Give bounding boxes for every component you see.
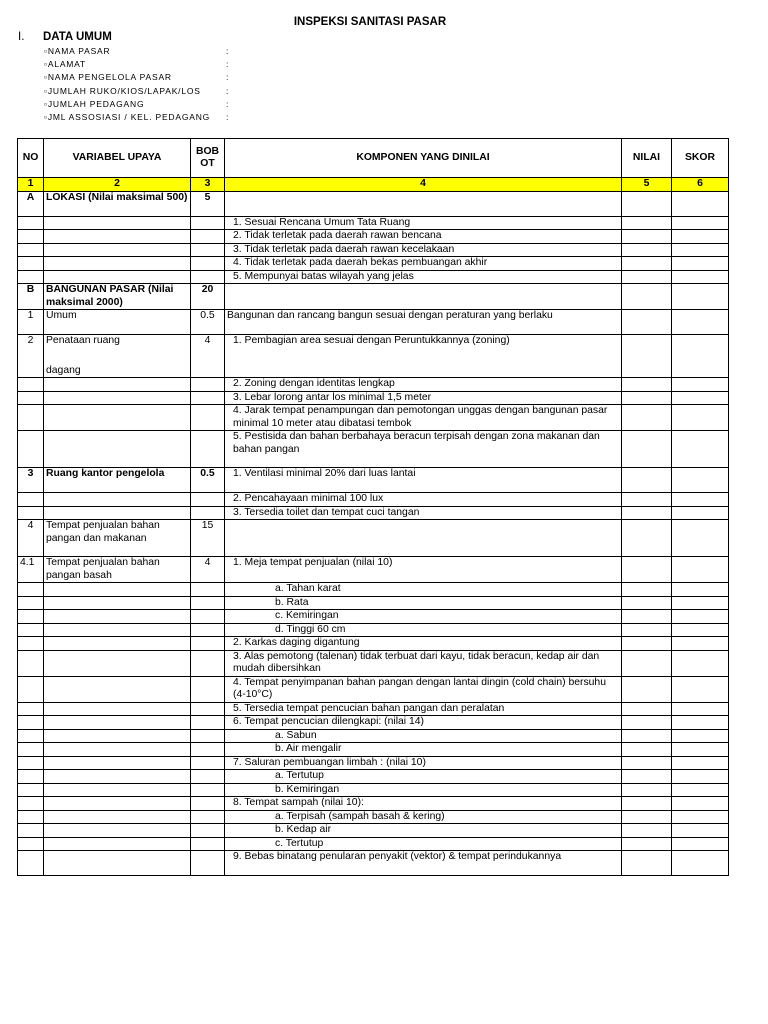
row-number: A bbox=[18, 191, 44, 216]
table-row bbox=[18, 583, 729, 597]
nilai-cell[interactable] bbox=[622, 257, 672, 271]
table-row bbox=[18, 716, 729, 730]
nilai-cell[interactable] bbox=[622, 623, 672, 637]
skor-cell[interactable] bbox=[672, 310, 729, 335]
nilai-cell[interactable] bbox=[622, 716, 672, 730]
field-label: JML ASSOSIASI / KEL. PEDAGANG bbox=[47, 111, 211, 122]
column-number: 5 bbox=[622, 178, 672, 192]
field-row: ▫JUMLAH RUKO/KIOS/LAPAK/LOS : bbox=[44, 85, 230, 96]
bobot-cell bbox=[191, 216, 225, 230]
komponen-cell: 3. Tidak terletak pada daerah rawan kecelakaan bbox=[225, 243, 622, 257]
column-number-row bbox=[18, 178, 729, 192]
skor-cell[interactable] bbox=[672, 431, 729, 468]
nilai-cell[interactable] bbox=[622, 431, 672, 468]
row-number bbox=[18, 756, 44, 770]
row-number bbox=[18, 702, 44, 716]
komponen-cell: a. Tahan karat bbox=[225, 583, 622, 597]
bobot-cell bbox=[191, 493, 225, 507]
nilai-cell[interactable] bbox=[622, 270, 672, 284]
skor-cell[interactable] bbox=[672, 243, 729, 257]
nilai-cell[interactable] bbox=[622, 702, 672, 716]
nilai-cell[interactable] bbox=[622, 230, 672, 244]
skor-cell[interactable] bbox=[672, 270, 729, 284]
inspection-table bbox=[17, 138, 729, 876]
header-skor: SKOR bbox=[672, 139, 729, 178]
bobot-cell bbox=[191, 610, 225, 624]
table-header-row bbox=[18, 139, 729, 178]
skor-cell[interactable] bbox=[672, 743, 729, 757]
bobot-cell bbox=[191, 230, 225, 244]
bobot-cell bbox=[191, 702, 225, 716]
variable-cell bbox=[44, 493, 191, 507]
table-row bbox=[18, 270, 729, 284]
table-row bbox=[18, 284, 729, 310]
variable-cell: BANGUNAN PASAR (Nilai maksimal 2000) bbox=[44, 284, 191, 310]
skor-cell[interactable] bbox=[672, 851, 729, 876]
header-bobot: BOB OT bbox=[191, 139, 225, 178]
komponen-cell: 2. Tidak terletak pada daerah rawan bencana bbox=[225, 230, 622, 244]
field-label: NAMA PASAR bbox=[47, 46, 111, 56]
komponen-cell: 1. Meja tempat penjualan (nilai 10) bbox=[225, 557, 622, 583]
skor-cell[interactable] bbox=[672, 493, 729, 507]
bobot-cell bbox=[191, 378, 225, 392]
nilai-cell[interactable] bbox=[622, 583, 672, 597]
nilai-cell[interactable] bbox=[622, 729, 672, 743]
row-number bbox=[18, 493, 44, 507]
skor-cell[interactable] bbox=[672, 391, 729, 405]
bobot-cell bbox=[191, 583, 225, 597]
bobot-cell bbox=[191, 596, 225, 610]
komponen-cell: 9. Bebas binatang penularan penyakit (vektor) & tempat perindukannya bbox=[225, 851, 622, 876]
variable-cell bbox=[44, 596, 191, 610]
skor-cell[interactable] bbox=[672, 637, 729, 651]
row-number bbox=[18, 729, 44, 743]
bobot-cell: 0.5 bbox=[191, 468, 225, 493]
bobot-cell bbox=[191, 716, 225, 730]
skor-cell[interactable] bbox=[672, 230, 729, 244]
row-number bbox=[18, 378, 44, 392]
variable-cell bbox=[44, 797, 191, 811]
nilai-cell[interactable] bbox=[622, 216, 672, 230]
table-row bbox=[18, 191, 729, 216]
skor-cell[interactable] bbox=[672, 335, 729, 378]
field-row: ▫NAMA PASAR : bbox=[44, 46, 230, 56]
nilai-cell[interactable] bbox=[622, 770, 672, 784]
variable-cell bbox=[44, 230, 191, 244]
nilai-cell[interactable] bbox=[622, 851, 672, 876]
nilai-cell[interactable] bbox=[622, 310, 672, 335]
skor-cell[interactable] bbox=[672, 797, 729, 811]
variable-cell bbox=[44, 650, 191, 676]
row-number bbox=[18, 783, 44, 797]
bobot-cell bbox=[191, 637, 225, 651]
variable-cell bbox=[44, 770, 191, 784]
komponen-cell: 5. Mempunyai batas wilayah yang jelas bbox=[225, 270, 622, 284]
variable-cell: Umum bbox=[44, 310, 191, 335]
table-row bbox=[18, 729, 729, 743]
nilai-cell[interactable] bbox=[622, 743, 672, 757]
bobot-cell bbox=[191, 676, 225, 702]
table-row bbox=[18, 810, 729, 824]
row-number bbox=[18, 743, 44, 757]
column-number: 3 bbox=[191, 178, 225, 192]
row-number bbox=[18, 623, 44, 637]
variable-cell bbox=[44, 431, 191, 468]
skor-cell[interactable] bbox=[672, 716, 729, 730]
nilai-cell[interactable] bbox=[622, 243, 672, 257]
variable-cell bbox=[44, 243, 191, 257]
bobot-cell bbox=[191, 743, 225, 757]
skor-cell[interactable] bbox=[672, 810, 729, 824]
bobot-cell: 15 bbox=[191, 520, 225, 557]
table-row bbox=[18, 783, 729, 797]
nilai-cell[interactable] bbox=[622, 378, 672, 392]
nilai-cell[interactable] bbox=[622, 756, 672, 770]
komponen-cell: 5. Tersedia tempat pencucian bahan pangan dan peralatan bbox=[225, 702, 622, 716]
variable-cell bbox=[44, 729, 191, 743]
komponen-cell bbox=[225, 520, 622, 557]
skor-cell[interactable] bbox=[672, 610, 729, 624]
skor-cell[interactable] bbox=[672, 676, 729, 702]
variable-cell: Tempat penjualan bahan pangan dan makanan bbox=[44, 520, 191, 557]
variable-cell bbox=[44, 391, 191, 405]
skor-cell[interactable] bbox=[672, 557, 729, 583]
row-number bbox=[18, 824, 44, 838]
variable-cell bbox=[44, 837, 191, 851]
nilai-cell[interactable] bbox=[622, 824, 672, 838]
table-row bbox=[18, 610, 729, 624]
table-row bbox=[18, 557, 729, 583]
komponen-cell: a. Tertutup bbox=[225, 770, 622, 784]
bobot-cell bbox=[191, 797, 225, 811]
row-number bbox=[18, 851, 44, 876]
table-row bbox=[18, 391, 729, 405]
komponen-cell: 4. Tidak terletak pada daerah bekas pembuangan akhir bbox=[225, 257, 622, 271]
skor-cell[interactable] bbox=[672, 756, 729, 770]
komponen-cell: 3. Tersedia toilet dan tempat cuci tangan bbox=[225, 506, 622, 520]
skor-cell[interactable] bbox=[672, 729, 729, 743]
variable-cell bbox=[44, 506, 191, 520]
komponen-cell: 1. Ventilasi minimal 20% dari luas lantai bbox=[225, 468, 622, 493]
komponen-cell: 4. Tempat penyimpanan bahan pangan dengan lantai dingin (cold chain) bersuhu (4-10°C) bbox=[225, 676, 622, 702]
komponen-cell: b. Air mengalir bbox=[225, 743, 622, 757]
variable-cell bbox=[44, 257, 191, 271]
skor-cell[interactable] bbox=[672, 583, 729, 597]
komponen-cell: 7. Saluran pembuangan limbah : (nilai 10) bbox=[225, 756, 622, 770]
komponen-cell: Bangunan dan rancang bangun sesuai dengan peraturan yang berlaku bbox=[225, 310, 622, 335]
komponen-cell: b. Kemiringan bbox=[225, 783, 622, 797]
bobot-cell: 0.5 bbox=[191, 310, 225, 335]
row-number bbox=[18, 596, 44, 610]
table-row bbox=[18, 243, 729, 257]
bobot-cell: 5 bbox=[191, 191, 225, 216]
variable-cell bbox=[44, 378, 191, 392]
variable-text: dagang bbox=[46, 364, 81, 376]
row-number: 2 bbox=[18, 335, 44, 378]
variable-cell: Ruang kantor pengelola bbox=[44, 468, 191, 493]
nilai-cell[interactable] bbox=[622, 493, 672, 507]
variable-cell bbox=[44, 702, 191, 716]
bobot-cell bbox=[191, 405, 225, 431]
komponen-cell: a. Terpisah (sampah basah & kering) bbox=[225, 810, 622, 824]
nilai-cell[interactable] bbox=[622, 391, 672, 405]
bobot-cell bbox=[191, 391, 225, 405]
nilai-cell[interactable] bbox=[622, 810, 672, 824]
nilai-cell[interactable] bbox=[622, 837, 672, 851]
variable-cell bbox=[44, 676, 191, 702]
field-row: ▫ALAMAT : bbox=[44, 59, 230, 70]
bobot-cell: 20 bbox=[191, 284, 225, 310]
table-row bbox=[18, 637, 729, 651]
skor-cell[interactable] bbox=[672, 284, 729, 310]
skor-cell[interactable] bbox=[672, 520, 729, 557]
variable-cell bbox=[44, 824, 191, 838]
komponen-cell: a. Sabun bbox=[225, 729, 622, 743]
section-label: DATA UMUM bbox=[43, 31, 112, 43]
variable-cell: LOKASI (Nilai maksimal 500) bbox=[44, 191, 191, 216]
komponen-cell bbox=[225, 191, 622, 216]
row-number: 4.1 bbox=[18, 557, 44, 583]
skor-cell[interactable] bbox=[672, 405, 729, 431]
variable-cell bbox=[44, 623, 191, 637]
row-number bbox=[18, 431, 44, 468]
row-number bbox=[18, 797, 44, 811]
table-row bbox=[18, 468, 729, 493]
row-number bbox=[18, 837, 44, 851]
bobot-cell bbox=[191, 729, 225, 743]
bobot-cell bbox=[191, 623, 225, 637]
field-label: NAMA PENGELOLA PASAR bbox=[47, 72, 172, 83]
skor-cell[interactable] bbox=[672, 783, 729, 797]
table-row bbox=[18, 756, 729, 770]
bobot-cell bbox=[191, 756, 225, 770]
komponen-cell: 8. Tempat sampah (nilai 10): bbox=[225, 797, 622, 811]
field-label: JUMLAH RUKO/KIOS/LAPAK/LOS bbox=[47, 85, 201, 96]
general-data-fields bbox=[44, 45, 244, 124]
variable-cell bbox=[44, 756, 191, 770]
variable-cell bbox=[44, 810, 191, 824]
skor-cell[interactable] bbox=[672, 216, 729, 230]
nilai-cell[interactable] bbox=[622, 506, 672, 520]
skor-cell[interactable] bbox=[672, 837, 729, 851]
komponen-cell: 2. Pencahayaan minimal 100 lux bbox=[225, 493, 622, 507]
table-row bbox=[18, 824, 729, 838]
skor-cell[interactable] bbox=[672, 596, 729, 610]
komponen-cell: 5. Pestisida dan bahan berbahaya beracun terpisah dengan zona makanan dan bahan pangan bbox=[225, 431, 622, 468]
row-number bbox=[18, 405, 44, 431]
nilai-cell[interactable] bbox=[622, 596, 672, 610]
variable-cell bbox=[44, 610, 191, 624]
row-number bbox=[18, 770, 44, 784]
table-row bbox=[18, 335, 729, 378]
page-title: INSPEKSI SANITASI PASAR bbox=[293, 16, 447, 28]
nilai-cell[interactable] bbox=[622, 468, 672, 493]
skor-cell[interactable] bbox=[672, 468, 729, 493]
table-row bbox=[18, 702, 729, 716]
table-row bbox=[18, 770, 729, 784]
bobot-cell bbox=[191, 770, 225, 784]
column-number: 6 bbox=[672, 178, 729, 192]
section-heading bbox=[18, 31, 112, 43]
row-number bbox=[18, 506, 44, 520]
table-body bbox=[18, 191, 729, 876]
table-row bbox=[18, 650, 729, 676]
table-row bbox=[18, 596, 729, 610]
table-row bbox=[18, 506, 729, 520]
table-row bbox=[18, 743, 729, 757]
table-row bbox=[18, 797, 729, 811]
row-number bbox=[18, 676, 44, 702]
variable-cell bbox=[44, 583, 191, 597]
nilai-cell[interactable] bbox=[622, 405, 672, 431]
field-row: ▫JML ASSOSIASI / KEL. PEDAGANG : bbox=[44, 111, 230, 122]
variable-cell bbox=[44, 270, 191, 284]
bobot-cell bbox=[191, 810, 225, 824]
row-number: 1 bbox=[18, 310, 44, 335]
field-label: ALAMAT bbox=[47, 59, 87, 70]
skor-cell[interactable] bbox=[672, 770, 729, 784]
variable-cell bbox=[44, 216, 191, 230]
row-number bbox=[18, 230, 44, 244]
section-number: I. bbox=[18, 31, 25, 43]
row-number bbox=[18, 270, 44, 284]
table-row bbox=[18, 230, 729, 244]
bobot-cell: 4 bbox=[191, 335, 225, 378]
nilai-cell[interactable] bbox=[622, 637, 672, 651]
skor-cell[interactable] bbox=[672, 702, 729, 716]
bobot-cell: 4 bbox=[191, 557, 225, 583]
variable-cell bbox=[44, 783, 191, 797]
bobot-cell bbox=[191, 837, 225, 851]
row-number bbox=[18, 810, 44, 824]
column-number: 2 bbox=[44, 178, 191, 192]
bobot-cell bbox=[191, 243, 225, 257]
skor-cell[interactable] bbox=[672, 824, 729, 838]
bobot-cell bbox=[191, 270, 225, 284]
row-number bbox=[18, 216, 44, 230]
komponen-cell: c. Tertutup bbox=[225, 837, 622, 851]
variable-cell bbox=[44, 405, 191, 431]
komponen-cell: b. Kedap air bbox=[225, 824, 622, 838]
skor-cell[interactable] bbox=[672, 191, 729, 216]
table-row bbox=[18, 216, 729, 230]
header-variabel: VARIABEL UPAYA bbox=[44, 139, 191, 178]
skor-cell[interactable] bbox=[672, 378, 729, 392]
nilai-cell[interactable] bbox=[622, 676, 672, 702]
table-row bbox=[18, 837, 729, 851]
variable-cell bbox=[44, 335, 191, 378]
header-nilai: NILAI bbox=[622, 139, 672, 178]
nilai-cell[interactable] bbox=[622, 335, 672, 378]
row-number bbox=[18, 716, 44, 730]
komponen-cell: 6. Tempat pencucian dilengkapi: (nilai 14) bbox=[225, 716, 622, 730]
row-number: 4 bbox=[18, 520, 44, 557]
komponen-cell bbox=[225, 284, 622, 310]
nilai-cell[interactable] bbox=[622, 610, 672, 624]
nilai-cell[interactable] bbox=[622, 557, 672, 583]
header-komponen: KOMPONEN YANG DINILAI bbox=[225, 139, 622, 178]
bobot-cell bbox=[191, 506, 225, 520]
nilai-cell[interactable] bbox=[622, 650, 672, 676]
komponen-cell: 4. Jarak tempat penampungan dan pemotongan unggas dengan bangunan pasar minimal 10 meter atau dibatasi tembok bbox=[225, 405, 622, 431]
table-row bbox=[18, 623, 729, 637]
variable-cell bbox=[44, 637, 191, 651]
variable-cell bbox=[44, 743, 191, 757]
bobot-cell bbox=[191, 257, 225, 271]
row-number bbox=[18, 583, 44, 597]
komponen-cell: c. Kemiringan bbox=[225, 610, 622, 624]
row-number bbox=[18, 391, 44, 405]
row-number bbox=[18, 637, 44, 651]
bobot-cell bbox=[191, 783, 225, 797]
bobot-cell bbox=[191, 650, 225, 676]
table-row bbox=[18, 520, 729, 557]
komponen-cell: 1. Sesuai Rencana Umum Tata Ruang bbox=[225, 216, 622, 230]
table-row bbox=[18, 310, 729, 335]
table-row bbox=[18, 851, 729, 876]
table-row bbox=[18, 405, 729, 431]
bobot-cell bbox=[191, 851, 225, 876]
nilai-cell[interactable] bbox=[622, 284, 672, 310]
table-row bbox=[18, 676, 729, 702]
row-number bbox=[18, 650, 44, 676]
table-row bbox=[18, 378, 729, 392]
skor-cell[interactable] bbox=[672, 650, 729, 676]
row-number bbox=[18, 243, 44, 257]
field-row: ▫NAMA PENGELOLA PASAR : bbox=[44, 72, 230, 83]
column-number: 1 bbox=[18, 178, 44, 192]
variable-cell bbox=[44, 851, 191, 876]
komponen-cell: 2. Zoning dengan identitas lengkap bbox=[225, 378, 622, 392]
bobot-cell bbox=[191, 824, 225, 838]
table-row bbox=[18, 257, 729, 271]
column-number: 4 bbox=[225, 178, 622, 192]
row-number bbox=[18, 257, 44, 271]
komponen-cell: b. Rata bbox=[225, 596, 622, 610]
header-no: NO bbox=[18, 139, 44, 178]
komponen-cell: 3. Alas pemotong (talenan) tidak terbuat dari kayu, tidak beracun, kedap air dan mudah dibersihkan bbox=[225, 650, 622, 676]
table-row bbox=[18, 493, 729, 507]
komponen-cell: 3. Lebar lorong antar los minimal 1,5 meter bbox=[225, 391, 622, 405]
variable-cell: Tempat penjualan bahan pangan basah bbox=[44, 557, 191, 583]
skor-cell[interactable] bbox=[672, 257, 729, 271]
bobot-cell bbox=[191, 431, 225, 468]
nilai-cell[interactable] bbox=[622, 191, 672, 216]
row-number: 3 bbox=[18, 468, 44, 493]
nilai-cell[interactable] bbox=[622, 783, 672, 797]
komponen-cell: 2. Karkas daging digantung bbox=[225, 637, 622, 651]
field-row: ▫JUMLAH PEDAGANG : bbox=[44, 98, 230, 109]
skor-cell[interactable] bbox=[672, 623, 729, 637]
variable-text: Penataan ruang bbox=[46, 335, 120, 346]
nilai-cell[interactable] bbox=[622, 520, 672, 557]
komponen-cell: 1. Pembagian area sesuai dengan Peruntukkannya (zoning) bbox=[225, 335, 622, 378]
field-label: JUMLAH PEDAGANG bbox=[47, 98, 145, 109]
skor-cell[interactable] bbox=[672, 506, 729, 520]
variable-cell bbox=[44, 716, 191, 730]
table-row bbox=[18, 431, 729, 468]
row-number: B bbox=[18, 284, 44, 310]
nilai-cell[interactable] bbox=[622, 797, 672, 811]
komponen-cell: d. Tinggi 60 cm bbox=[225, 623, 622, 637]
row-number bbox=[18, 610, 44, 624]
